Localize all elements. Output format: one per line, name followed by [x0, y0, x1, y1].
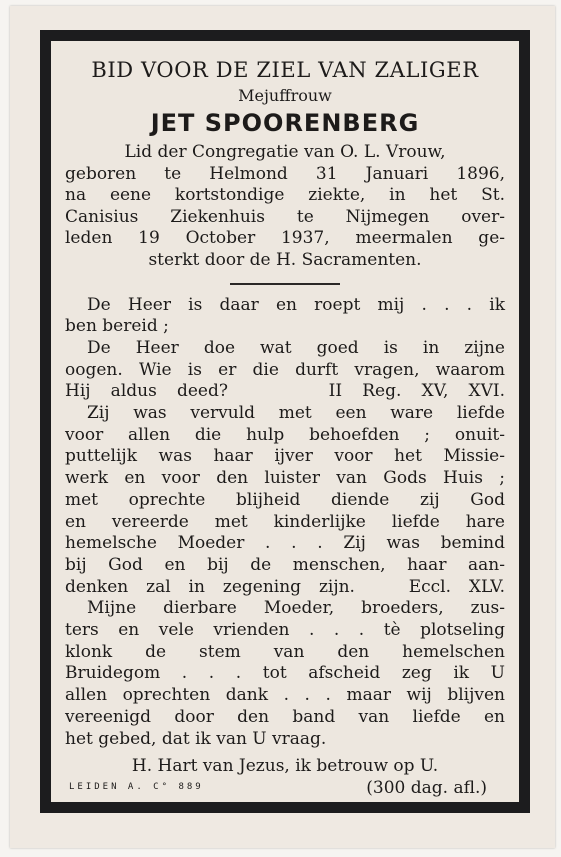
body-line: oogen. Wie is er die durft vragen, waarom — [65, 359, 505, 380]
printer-mark: LEIDEN A. C° 889 — [69, 782, 204, 793]
divider-rule — [230, 283, 340, 285]
body-text — [65, 295, 505, 751]
body-line: en vereerde met kinderlijke liefde hare — [65, 511, 505, 532]
intro-line: Lid der Congregatie van O. L. Vrouw, — [124, 142, 446, 162]
body-line: Hij aldus deed? II Reg. XV, XVI. — [65, 381, 505, 402]
card-footer — [65, 778, 505, 800]
body-line: voor allen die hulp behoefden ; onuit- — [65, 424, 505, 445]
body-line: De Heer is daar en roept mij . . . ik — [87, 294, 505, 315]
deceased-name: JET SPOORENBERG — [150, 109, 420, 137]
memorial-card — [10, 6, 555, 848]
intro-line: geboren te Helmond 31 Januari 1896, — [65, 163, 505, 184]
intro-line: na eene kortstondige ziekte, in het St. — [65, 185, 505, 205]
body-line: het gebed, dat ik van U vraag. — [65, 728, 327, 749]
intro-line: sterkt door de H. Sacramenten. — [148, 249, 422, 270]
body-line: puttelijk was haar ijver voor het Missie- — [65, 446, 505, 467]
body-line: ters en vele vrienden . . . tè plotseling — [65, 620, 505, 641]
body-line: bij God en bij de menschen, haar aan- — [65, 554, 505, 575]
body-line: werk en voor den luister van Gods Huis ; — [65, 468, 505, 489]
card-heading: BID VOOR DE ZIEL VAN ZALIGER — [91, 58, 479, 82]
body-line: denken zal in zegening zijn. Eccl. XLV. — [65, 576, 505, 597]
intro-line: Canisius Ziekenhuis te Nijmegen over- — [65, 206, 505, 227]
intro-line: leden 19 October 1937, meermalen ge- — [65, 228, 505, 248]
body-line: hemelsche Moeder . . . Zij was bemind — [65, 533, 505, 554]
title-mejuffrouw: Mejuffrouw — [238, 86, 332, 105]
intro-paragraph — [65, 142, 505, 271]
indulgence-note: (300 dag. afl.) — [366, 778, 487, 799]
body-line: vereenigd door den band van liefde en — [65, 706, 505, 727]
body-line: Zij was vervuld met een ware liefde — [87, 403, 505, 424]
black-border-frame — [40, 30, 530, 813]
body-line: Bruidegom . . . tot afscheid zeg ik U — [65, 663, 505, 684]
body-line: klonk de stem van den hemelschen — [65, 641, 505, 662]
body-line: De Heer doe wat goed is in zijne — [87, 337, 505, 358]
card-content — [65, 57, 505, 799]
body-line: met oprechte blijheid diende zij God — [65, 489, 505, 510]
body-line: allen oprechten dank . . . maar wij blijven — [65, 685, 505, 706]
body-line: Mijne dierbare Moeder, broeders, zus- — [87, 598, 505, 619]
signature-prayer: H. Hart van Jezus, ik betrouw op U. — [131, 756, 439, 777]
body-line: ben bereid ; — [65, 316, 169, 337]
